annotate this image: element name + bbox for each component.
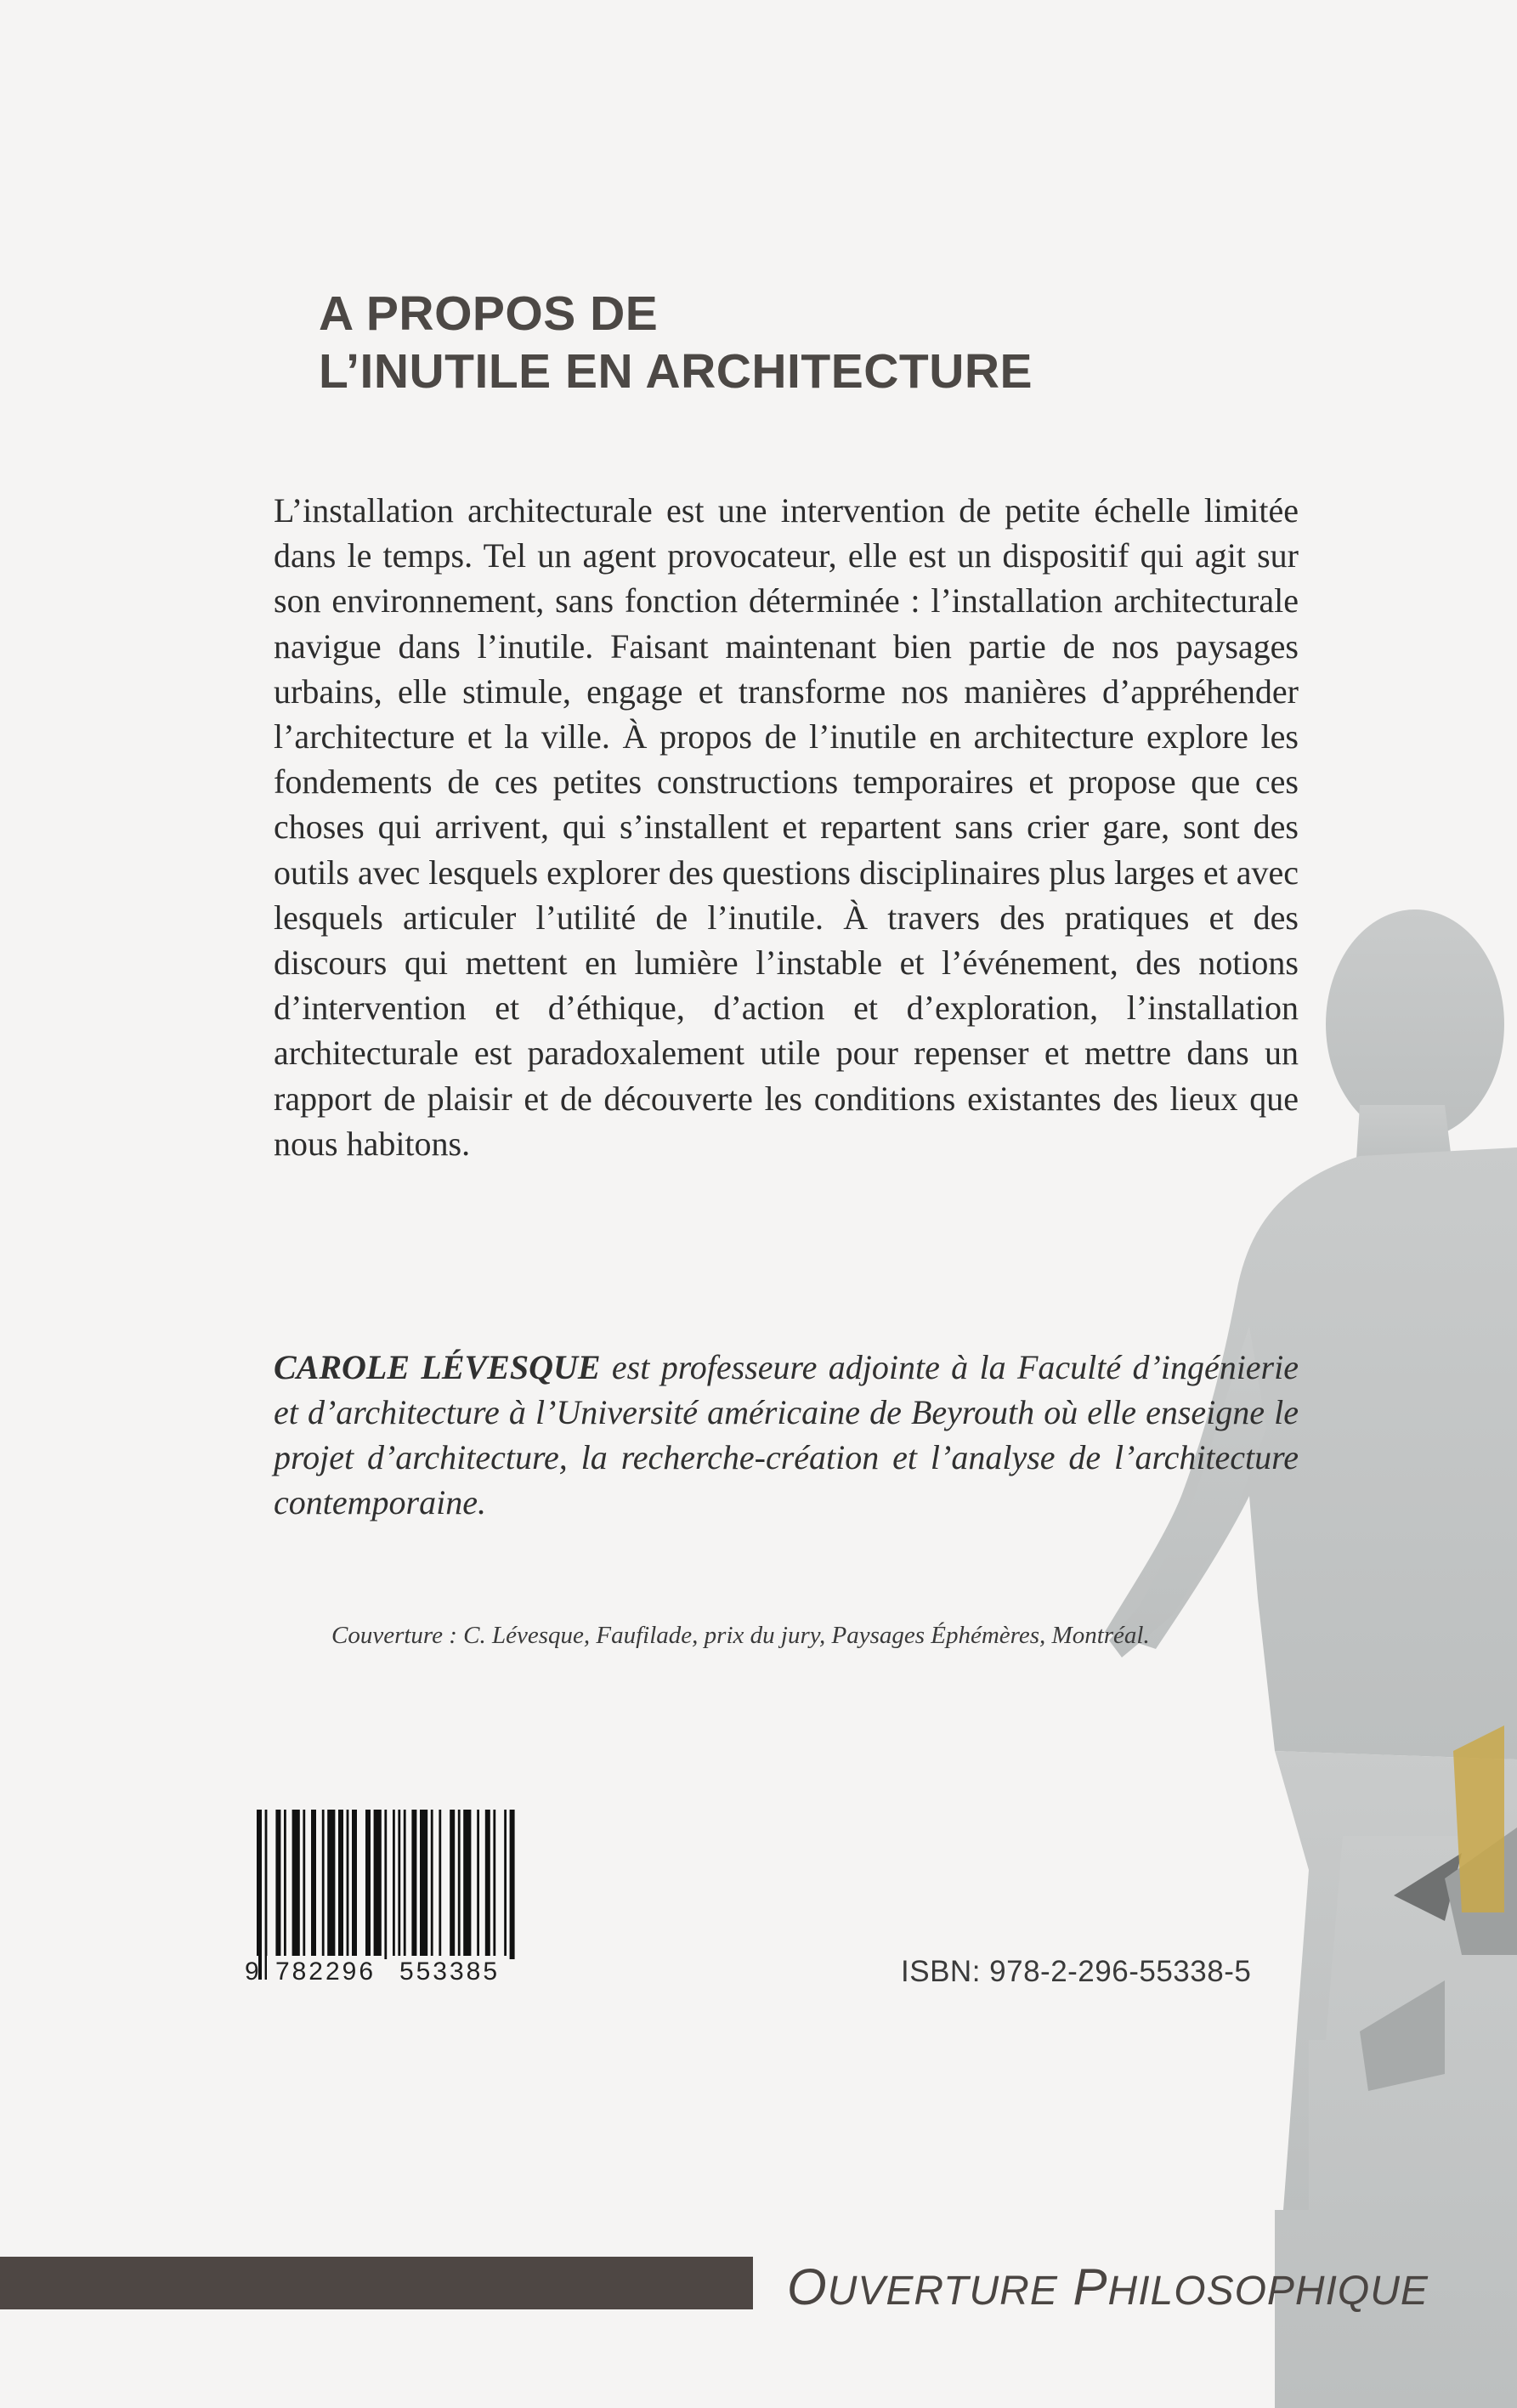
barcode: [245, 1810, 518, 1988]
collection-word1-cap: O: [787, 2258, 828, 2315]
collection-name: [787, 2258, 1429, 2316]
collection-word1-rest: UVERTURE: [827, 2269, 1058, 2314]
barcode-right-group: 553385: [391, 1956, 508, 1988]
collection-word2-cap: P: [1073, 2258, 1108, 2315]
isbn-number: ISBN: 978-2-296-55338-5: [901, 1955, 1252, 1988]
author-name: CAROLE LÉVESQUE: [274, 1348, 601, 1386]
author-bio-text: est professeure adjointe à la Faculté d’ingénierie et d’architecture à l’Université américaine de Beyrouth où elle enseigne le projet d’architecture, la recherche-création et l’analyse de l’architecture contemporaine.: [274, 1348, 1299, 1521]
author-bio-paragraph: [274, 1345, 1299, 1525]
barcode-first-digit: 9: [245, 1956, 258, 1988]
barcode-digits: [245, 1810, 518, 1988]
book-title: [319, 285, 1033, 400]
author-bio: [274, 1345, 1299, 1525]
book-title-line-1: A PROPOS DE: [319, 286, 659, 341]
cover-credit: Couverture : C. Lévesque, Faufilade, prix du jury, Paysages Éphémères, Montréal.: [331, 1622, 1150, 1649]
collection-word2-rest: HILOSOPHIQUE: [1107, 2269, 1429, 2314]
collection-band: [0, 2257, 753, 2309]
barcode-left-group: 782296: [267, 1956, 384, 1988]
summary-paragraph: L’installation architecturale est une intervention de petite échelle limitée dans le temps. Tel un agent provocateur, elle est un dispositif qui agit sur son environnement, sans fonction déterminée : l’installation architecturale navigue dans l’inutile. Faisant maintenant bien partie de nos paysages urbains, elle stimule, engage et transforme nos manières d’appréhender l’architecture et la ville. À propos de l’inutile en architecture explore les fondements de ces petites constructions temporaires et propose que ces choses qui arrivent, qui s’installent et repartent sans crier gare, sont des outils avec lesquels explorer des questions disciplinaires plus larges et avec lesquels articuler l’utilité de l’inutile. À travers des pratiques et des discours qui mettent en lumière l’instable et l’événement, des notions d’intervention et d’éthique, d’action et d’exploration, l’installation architecturale est paradoxalement utile pour repenser et mettre dans un rapport de plaisir et de découverte les conditions existantes des lieux que nous habitons.: [274, 491, 1299, 1163]
summary-text: [274, 488, 1299, 1166]
book-title-line-2: L’INUTILE EN ARCHITECTURE: [319, 344, 1033, 399]
